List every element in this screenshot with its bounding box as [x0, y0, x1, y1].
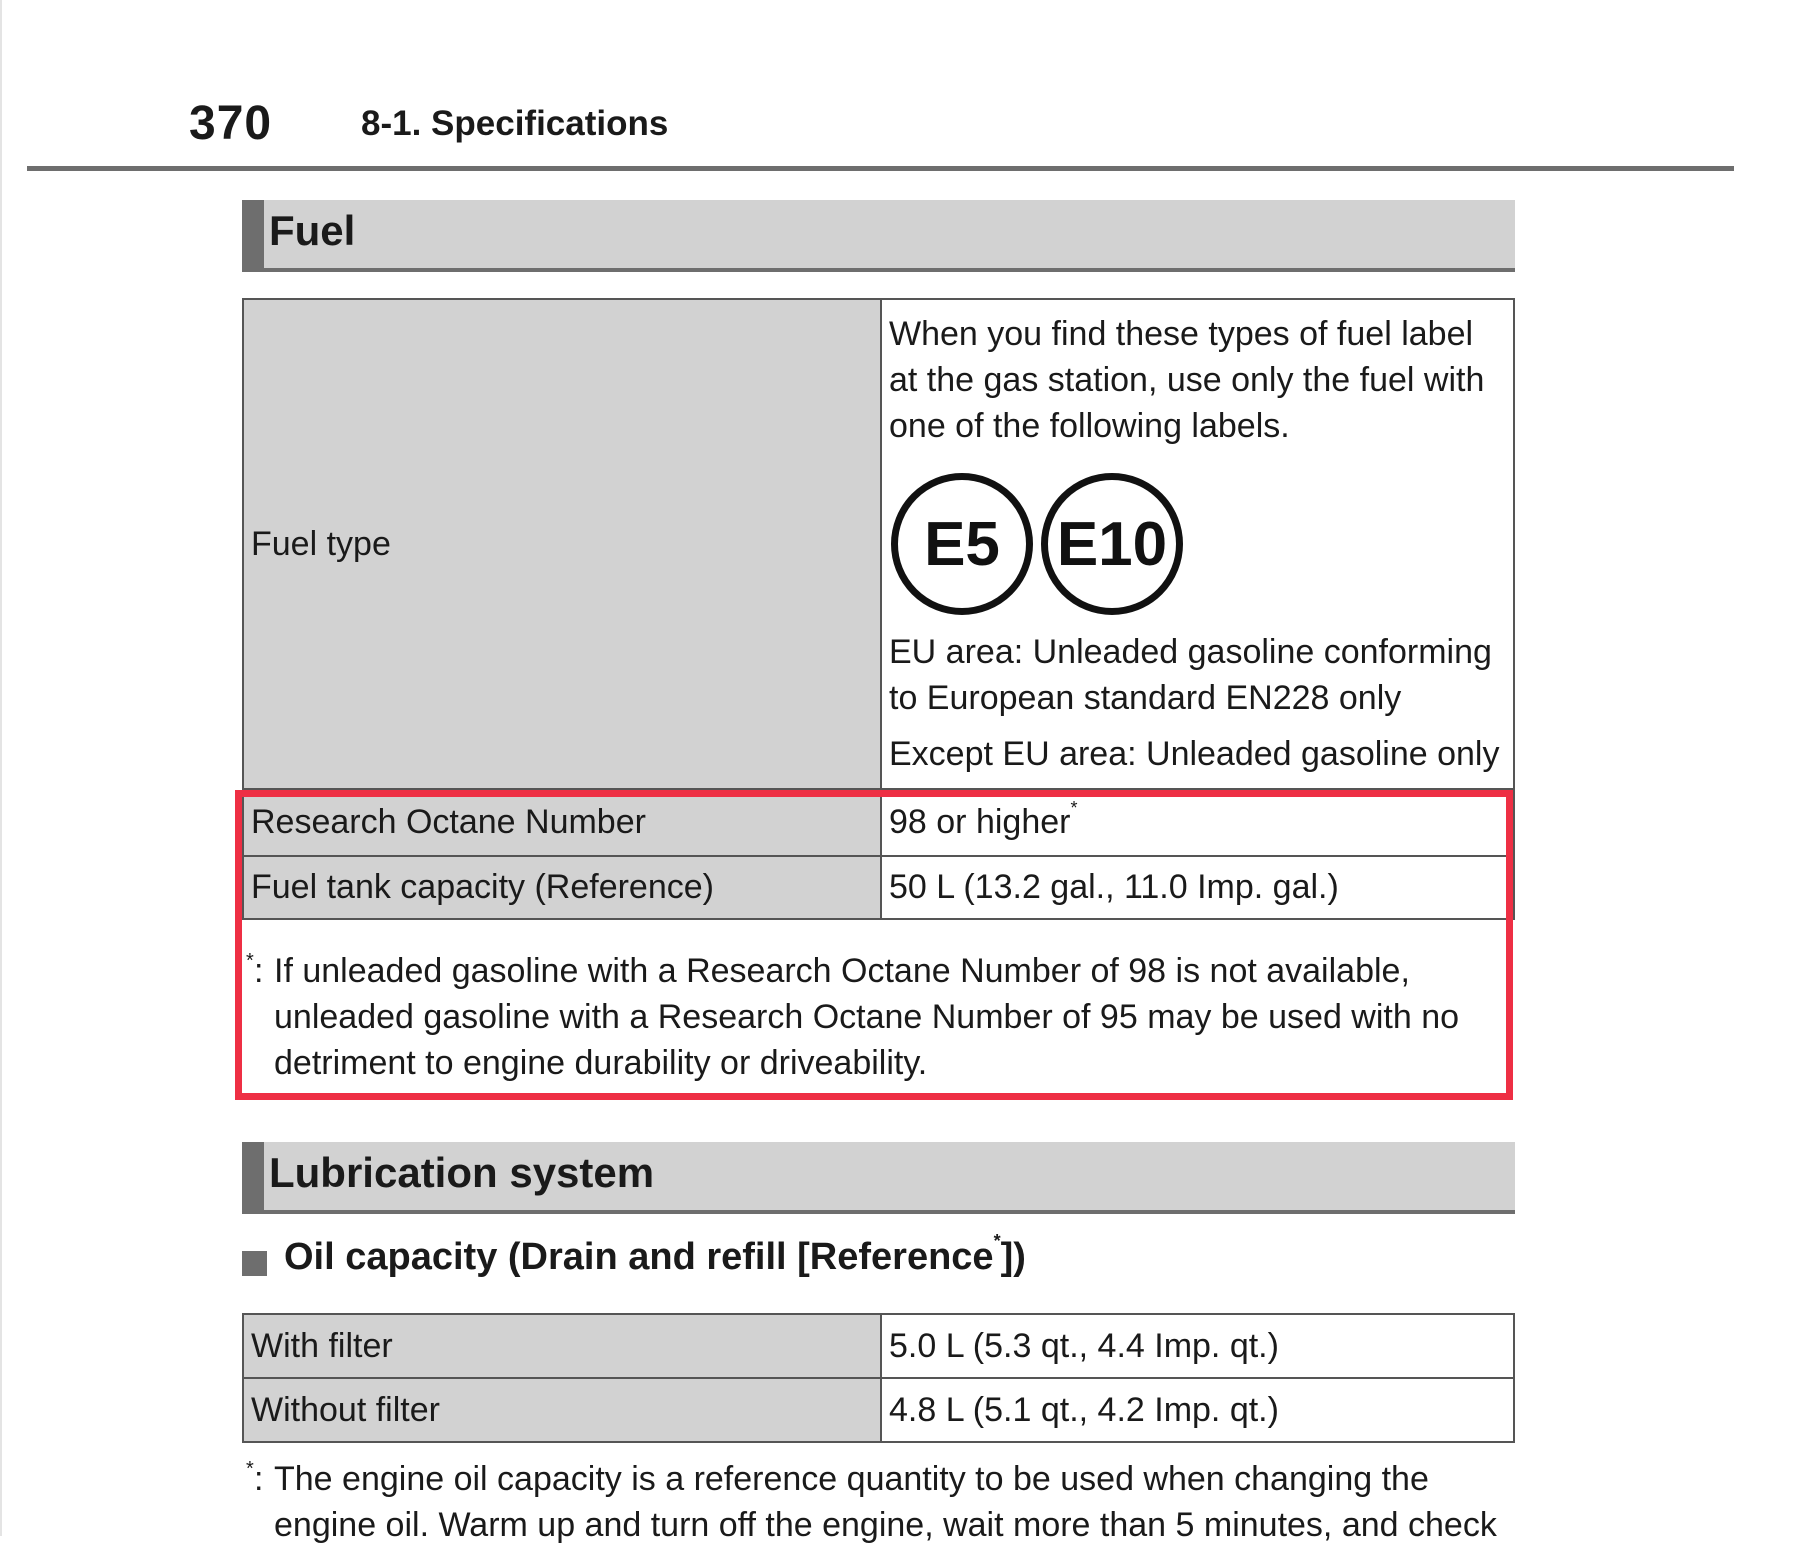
square-bullet-icon — [242, 1251, 267, 1276]
table-row — [243, 1314, 1514, 1378]
heading-bar — [242, 200, 264, 268]
table-row — [243, 299, 1514, 789]
footnote-line: detriment to engine durability or driveability. — [274, 1044, 928, 1082]
fuel-section-title: Fuel — [269, 207, 356, 254]
fuel-type-description: When you find these types of fuel label at the gas station, use only the fuel with one of the following labels. — [889, 315, 1485, 445]
with-filter-value: 5.0 L (5.3 qt., 4.4 Imp. qt.) — [881, 1314, 1514, 1378]
lubrication-section-title: Lubrication system — [269, 1149, 655, 1196]
tank-capacity-label: Fuel tank capacity (Reference) — [243, 856, 881, 919]
without-filter-value: 4.8 L (5.1 qt., 4.2 Imp. qt.) — [881, 1378, 1514, 1442]
fuel-section-heading — [242, 200, 1515, 272]
footnote-text — [274, 1456, 1497, 1548]
octane-footnote-marker: * — [1070, 798, 1078, 818]
footnote-line: unleaded gasoline with a Research Octane Number of 95 may be used with no — [274, 998, 1460, 1036]
table-row — [243, 1378, 1514, 1442]
e5-fuel-label: E5 — [891, 473, 1033, 615]
page-edge — [0, 0, 2, 1536]
octane-value-text: 98 or higher — [889, 803, 1071, 841]
e10-fuel-label: E10 — [1041, 473, 1183, 615]
oil-capacity-table — [242, 1313, 1515, 1443]
footnote-line: engine oil. Warm up and turn off the engine, wait more than 5 minutes, and check — [274, 1506, 1497, 1544]
oil-capacity-marker: * — [993, 1231, 1001, 1251]
highlight-box — [235, 790, 1513, 1100]
footnote-line: If unleaded gasoline with a Research Octane Number of 98 is not available, — [274, 952, 1410, 990]
lubrication-section-heading — [242, 1142, 1515, 1214]
octane-label: Research Octane Number — [243, 789, 881, 856]
footnote-colon: : — [254, 952, 264, 990]
fuel-type-value — [881, 299, 1514, 789]
tank-capacity-value: 50 L (13.2 gal., 11.0 Imp. gal.) — [881, 856, 1514, 919]
footnote-marker: * — [246, 950, 254, 972]
oil-capacity-title — [284, 1231, 1026, 1279]
heading-bar — [242, 1142, 264, 1210]
header-rule — [27, 166, 1734, 171]
eu-area-note: EU area: Unleaded gasoline conforming to European standard EN228 only — [889, 633, 1492, 717]
footnote-line: The engine oil capacity is a reference quantity to be used when changing the — [274, 1460, 1429, 1498]
without-filter-label: Without filter — [243, 1378, 881, 1442]
fuel-label-group — [891, 473, 1506, 615]
oil-capacity-title-text: Oil capacity (Drain and refill [Reference — [284, 1236, 994, 1278]
footnote-marker: * — [246, 1458, 254, 1480]
footnote-colon: : — [254, 1460, 264, 1498]
section-path: 8-1. Specifications — [361, 104, 669, 143]
except-eu-note: Except EU area: Unleaded gasoline only — [889, 735, 1500, 773]
fuel-type-label: Fuel type — [243, 299, 881, 789]
page-number: 370 — [189, 97, 273, 150]
with-filter-label: With filter — [243, 1314, 881, 1378]
oil-capacity-title-suffix: ]) — [1000, 1236, 1026, 1278]
